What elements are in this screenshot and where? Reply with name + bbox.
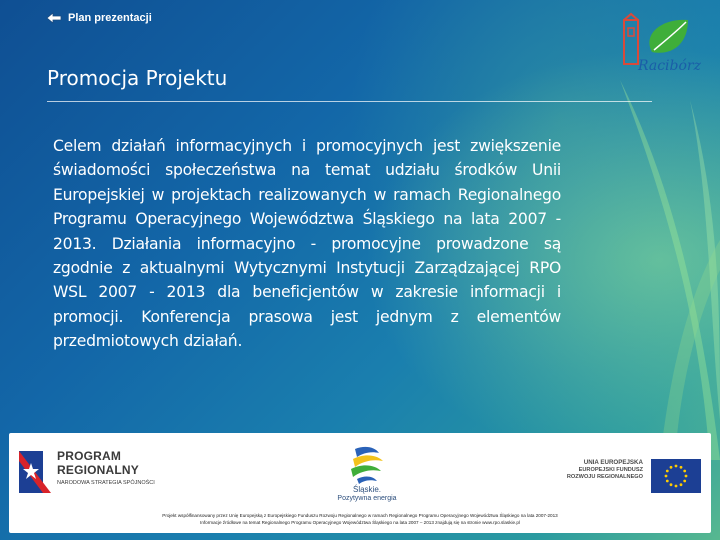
regionalny-label: REGIONALNY — [57, 463, 140, 477]
program-label: PROGRAM — [57, 449, 122, 463]
footer-logos-bar — [9, 433, 711, 533]
eu-line3: ROZWOJU REGIONALNEGO — [566, 474, 643, 480]
back-label: Plan prezentacji — [68, 12, 152, 24]
title-divider — [47, 101, 652, 102]
back-to-plan-link[interactable] — [46, 12, 152, 24]
slaskie-wave-icon — [331, 443, 403, 485]
flag-star-icon — [17, 447, 53, 497]
slaskie-tagline: Pozytywna energia — [337, 495, 397, 502]
program-regionalny-logo — [17, 447, 217, 503]
eu-line1: UNIA EUROPEJSKA — [583, 459, 643, 466]
slaskie-name: Śląskie. — [352, 485, 381, 494]
raciborz-logo — [622, 14, 701, 76]
back-arrow-icon — [46, 12, 62, 24]
source-info-note: Informacje źródłowe na temat Regionalnego Programu Operacyjnego Województwa Śląskiego na lata 2007 – 2013 znajdują się na stronie www.rpo.slaskie.pl — [200, 520, 520, 525]
eu-flag-icon — [651, 459, 701, 493]
leaf-decoration — [560, 40, 720, 460]
slaskie-logo — [331, 443, 403, 511]
slide-title: Promocja Projektu — [47, 66, 228, 90]
eu-fund-text — [533, 459, 643, 481]
body-paragraph: Celem działań informacyjnych i promocyjnych jest zwiększenie świadomości społeczeństwa na temat udziału środków Unii Europejskiej w projektach realizowanych w ramach Regionalnego Programu Operacyjnego Województwa Śląskiego na lata 2007 - 2013. Działania informacyjno - promocyjne prowadzone są zgodnie z aktualnymi Wytycznymi Instytucji Zarządzającej RPO WSL 2007 - 2013 dla beneficjentów w zakresie informacji i promocji. Konferencja prasowa jest jednym z elementów przedmiotowych działań. — [53, 137, 561, 351]
program-tagline: NARODOWA STRATEGIA SPÓJNOŚCI — [57, 480, 155, 486]
svg-text:Racibórz: Racibórz — [638, 58, 701, 74]
eu-line2: EUROPEJSKI FUNDUSZ — [578, 467, 643, 473]
cofinancing-note: Projekt współfinansowany przez Unię Europejską z Europejskiego Funduszu Rozwoju Regionalnego w ramach Regionalnego Programu Operacyjnego Województwa Śląskiego na lata 2007-2013 — [162, 513, 558, 518]
